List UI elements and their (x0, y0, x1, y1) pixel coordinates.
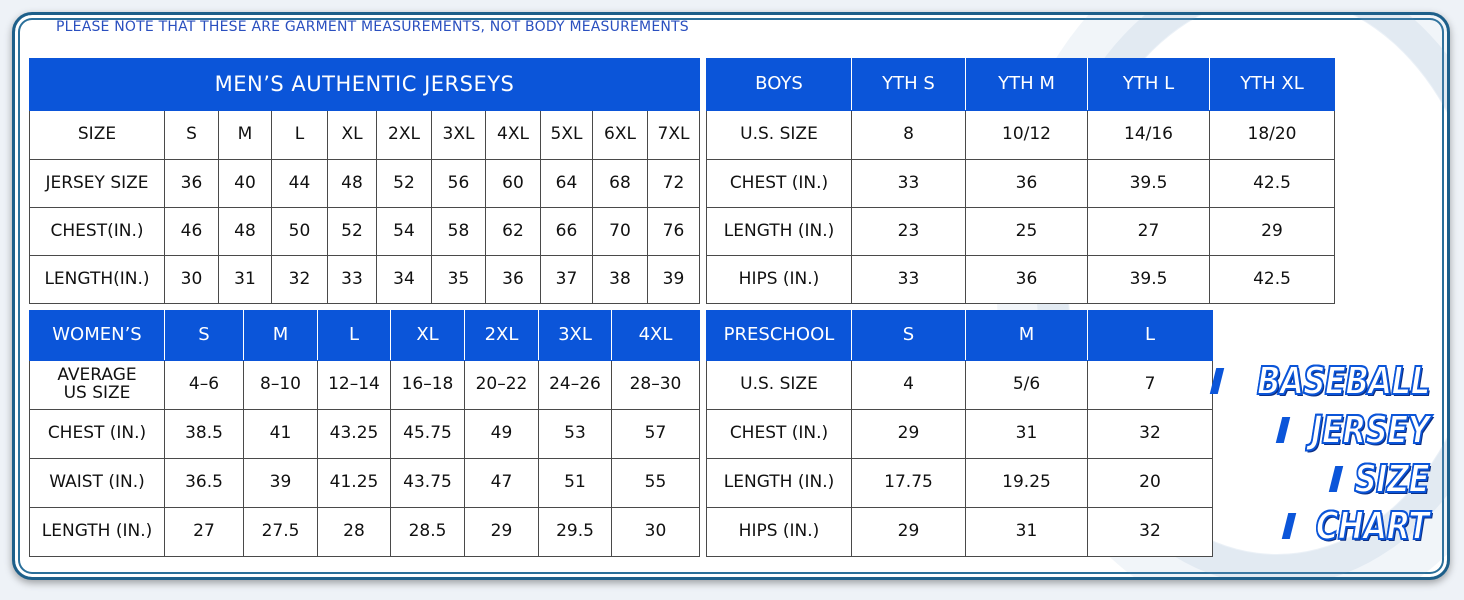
table-cell: 58 (432, 208, 486, 256)
table-cell: 30 (612, 508, 700, 557)
table-cell: 68 (593, 160, 648, 208)
table-cell: 16–18 (391, 361, 465, 410)
title-line-size (1332, 459, 1429, 499)
title-line-baseball (1213, 361, 1430, 401)
table-cell: 24–26 (539, 361, 612, 410)
row-label: HIPS (IN.) (707, 256, 852, 304)
table-cell: 28 (318, 508, 391, 557)
table-row (707, 208, 1335, 256)
table-row (30, 256, 700, 304)
table-cell: 32 (1088, 410, 1213, 459)
table-cell: 18/20 (1210, 111, 1335, 160)
column-header: 4XL (612, 311, 700, 361)
table-cell: 29.5 (539, 508, 612, 557)
table-cell: S (165, 111, 219, 160)
column-header: 3XL (539, 311, 612, 361)
table-row (30, 508, 700, 557)
table-row (707, 459, 1213, 508)
table-row (707, 410, 1213, 459)
table-cell: 55 (612, 459, 700, 508)
table-cell: 36.5 (165, 459, 244, 508)
table-cell: 39 (648, 256, 700, 304)
mens-title: MEN’S AUTHENTIC JERSEYS (30, 59, 700, 111)
table-cell: 20–22 (465, 361, 539, 410)
table-cell: 27 (1088, 208, 1210, 256)
table-cell: 64 (541, 160, 593, 208)
table-cell: 32 (272, 256, 328, 304)
row-label: JERSEY SIZE (30, 160, 165, 208)
column-header: XL (391, 311, 465, 361)
table-cell: 39 (244, 459, 318, 508)
table-cell: 4–6 (165, 361, 244, 410)
table-cell: 49 (465, 410, 539, 459)
table-cell: M (219, 111, 272, 160)
table-cell: 31 (219, 256, 272, 304)
table-cell: 2XL (377, 111, 432, 160)
table-cell: 54 (377, 208, 432, 256)
table-cell: 52 (328, 208, 377, 256)
title-line-jersey (1279, 410, 1429, 450)
row-label: HIPS (IN.) (707, 508, 852, 557)
table-cell: 33 (328, 256, 377, 304)
row-label: WAIST (IN.) (30, 459, 165, 508)
table-header-row (707, 59, 1335, 111)
table-cell: 45.75 (391, 410, 465, 459)
table-row (707, 508, 1213, 557)
table-cell: 25 (966, 208, 1088, 256)
table-cell: 36 (486, 256, 541, 304)
title-word: CHART (1316, 504, 1429, 548)
table-cell: 37 (541, 256, 593, 304)
table-cell: 48 (219, 208, 272, 256)
table-cell: 29 (465, 508, 539, 557)
table-cell: 70 (593, 208, 648, 256)
table-cell: 36 (966, 256, 1088, 304)
table-cell: 76 (648, 208, 700, 256)
table-row (707, 111, 1335, 160)
table-cell: 62 (486, 208, 541, 256)
table-cell: 42.5 (1210, 160, 1335, 208)
title-accent-bar (1209, 368, 1223, 394)
column-header: YTH XL (1210, 59, 1335, 111)
table-cell: 43.25 (318, 410, 391, 459)
table-cell: 29 (852, 410, 966, 459)
title-word: JERSEY (1310, 408, 1429, 452)
table-cell: 66 (541, 208, 593, 256)
table-cell: 38.5 (165, 410, 244, 459)
row-label: LENGTH (IN.) (707, 459, 852, 508)
table-row (30, 410, 700, 459)
column-header: YTH L (1088, 59, 1210, 111)
measurement-note: PLEASE NOTE THAT THESE ARE GARMENT MEASUREMENTS, NOT BODY MEASUREMENTS (56, 19, 689, 35)
chart-title-block (1205, 355, 1433, 550)
column-header: M (966, 311, 1088, 361)
column-header: S (852, 311, 966, 361)
boys-header-label: BOYS (707, 59, 852, 111)
table-cell: XL (328, 111, 377, 160)
table-cell: 5XL (541, 111, 593, 160)
table-cell: 39.5 (1088, 160, 1210, 208)
table-cell: 28.5 (391, 508, 465, 557)
column-header: YTH S (852, 59, 966, 111)
table-cell: 12–14 (318, 361, 391, 410)
table-header-row (30, 311, 700, 361)
row-label: SIZE (30, 111, 165, 160)
title-accent-bar (1276, 417, 1290, 443)
table-cell: 27 (165, 508, 244, 557)
table-cell: 31 (966, 410, 1088, 459)
table-cell: 50 (272, 208, 328, 256)
table-cell: 32 (1088, 508, 1213, 557)
womens-table (29, 310, 700, 557)
table-row (30, 361, 700, 410)
table-cell: 51 (539, 459, 612, 508)
row-label: CHEST (IN.) (707, 160, 852, 208)
table-cell: 60 (486, 160, 541, 208)
table-cell: 52 (377, 160, 432, 208)
table-row (30, 111, 700, 160)
table-row (707, 160, 1335, 208)
table-cell: 27.5 (244, 508, 318, 557)
table-cell: 43.75 (391, 459, 465, 508)
row-label: CHEST(IN.) (30, 208, 165, 256)
table-cell: 6XL (593, 111, 648, 160)
table-cell: 44 (272, 160, 328, 208)
row-label (30, 361, 165, 410)
table-cell: 36 (966, 160, 1088, 208)
table-cell: 42.5 (1210, 256, 1335, 304)
table-cell: 23 (852, 208, 966, 256)
table-cell: 20 (1088, 459, 1213, 508)
preschool-table (706, 310, 1213, 557)
table-cell: 47 (465, 459, 539, 508)
mens-table (29, 58, 700, 304)
table-row (30, 459, 700, 508)
table-cell: 46 (165, 208, 219, 256)
row-label: CHEST (IN.) (30, 410, 165, 459)
table-cell: 29 (852, 508, 966, 557)
womens-header-label: WOMEN’S (30, 311, 165, 361)
table-row (30, 160, 700, 208)
row-label: LENGTH(IN.) (30, 256, 165, 304)
table-cell: 39.5 (1088, 256, 1210, 304)
table-cell: 7 (1088, 361, 1213, 410)
table-header-row (707, 311, 1213, 361)
table-row (707, 256, 1335, 304)
table-cell: 4 (852, 361, 966, 410)
table-cell: 34 (377, 256, 432, 304)
table-cell: 41.25 (318, 459, 391, 508)
table-cell: 3XL (432, 111, 486, 160)
row-label: LENGTH (IN.) (30, 508, 165, 557)
table-cell: 10/12 (966, 111, 1088, 160)
table-cell: 4XL (486, 111, 541, 160)
row-label-line: AVERAGE (57, 365, 137, 386)
table-row (707, 361, 1213, 410)
title-word: SIZE (1354, 457, 1429, 501)
table-cell: 31 (966, 508, 1088, 557)
table-cell: 53 (539, 410, 612, 459)
table-cell: 33 (852, 160, 966, 208)
table-cell: 29 (1210, 208, 1335, 256)
column-header: L (318, 311, 391, 361)
column-header: M (244, 311, 318, 361)
column-header: L (1088, 311, 1213, 361)
column-header: YTH M (966, 59, 1088, 111)
column-header: S (165, 311, 244, 361)
column-header: 2XL (465, 311, 539, 361)
table-cell: 72 (648, 160, 700, 208)
table-cell: L (272, 111, 328, 160)
table-cell: 48 (328, 160, 377, 208)
table-cell: 19.25 (966, 459, 1088, 508)
table-cell: 28–30 (612, 361, 700, 410)
table-cell: 36 (165, 160, 219, 208)
row-label: U.S. SIZE (707, 361, 852, 410)
table-cell: 33 (852, 256, 966, 304)
title-accent-bar (1329, 466, 1343, 492)
table-cell: 41 (244, 410, 318, 459)
title-accent-bar (1282, 513, 1296, 539)
table-cell: 57 (612, 410, 700, 459)
table-cell: 38 (593, 256, 648, 304)
row-label: LENGTH (IN.) (707, 208, 852, 256)
table-cell: 35 (432, 256, 486, 304)
title-line-chart (1285, 506, 1429, 546)
table-row (30, 208, 700, 256)
table-cell: 17.75 (852, 459, 966, 508)
row-label: CHEST (IN.) (707, 410, 852, 459)
title-word: BASEBALL (1256, 359, 1429, 403)
table-cell: 30 (165, 256, 219, 304)
table-cell: 7XL (648, 111, 700, 160)
row-label-line: US SIZE (63, 383, 131, 403)
table-cell: 40 (219, 160, 272, 208)
preschool-header-label: PRESCHOOL (707, 311, 852, 361)
table-cell: 8 (852, 111, 966, 160)
table-cell: 14/16 (1088, 111, 1210, 160)
table-cell: 56 (432, 160, 486, 208)
table-cell: 5/6 (966, 361, 1088, 410)
table-cell: 8–10 (244, 361, 318, 410)
boys-table (706, 58, 1335, 304)
row-label: U.S. SIZE (707, 111, 852, 160)
